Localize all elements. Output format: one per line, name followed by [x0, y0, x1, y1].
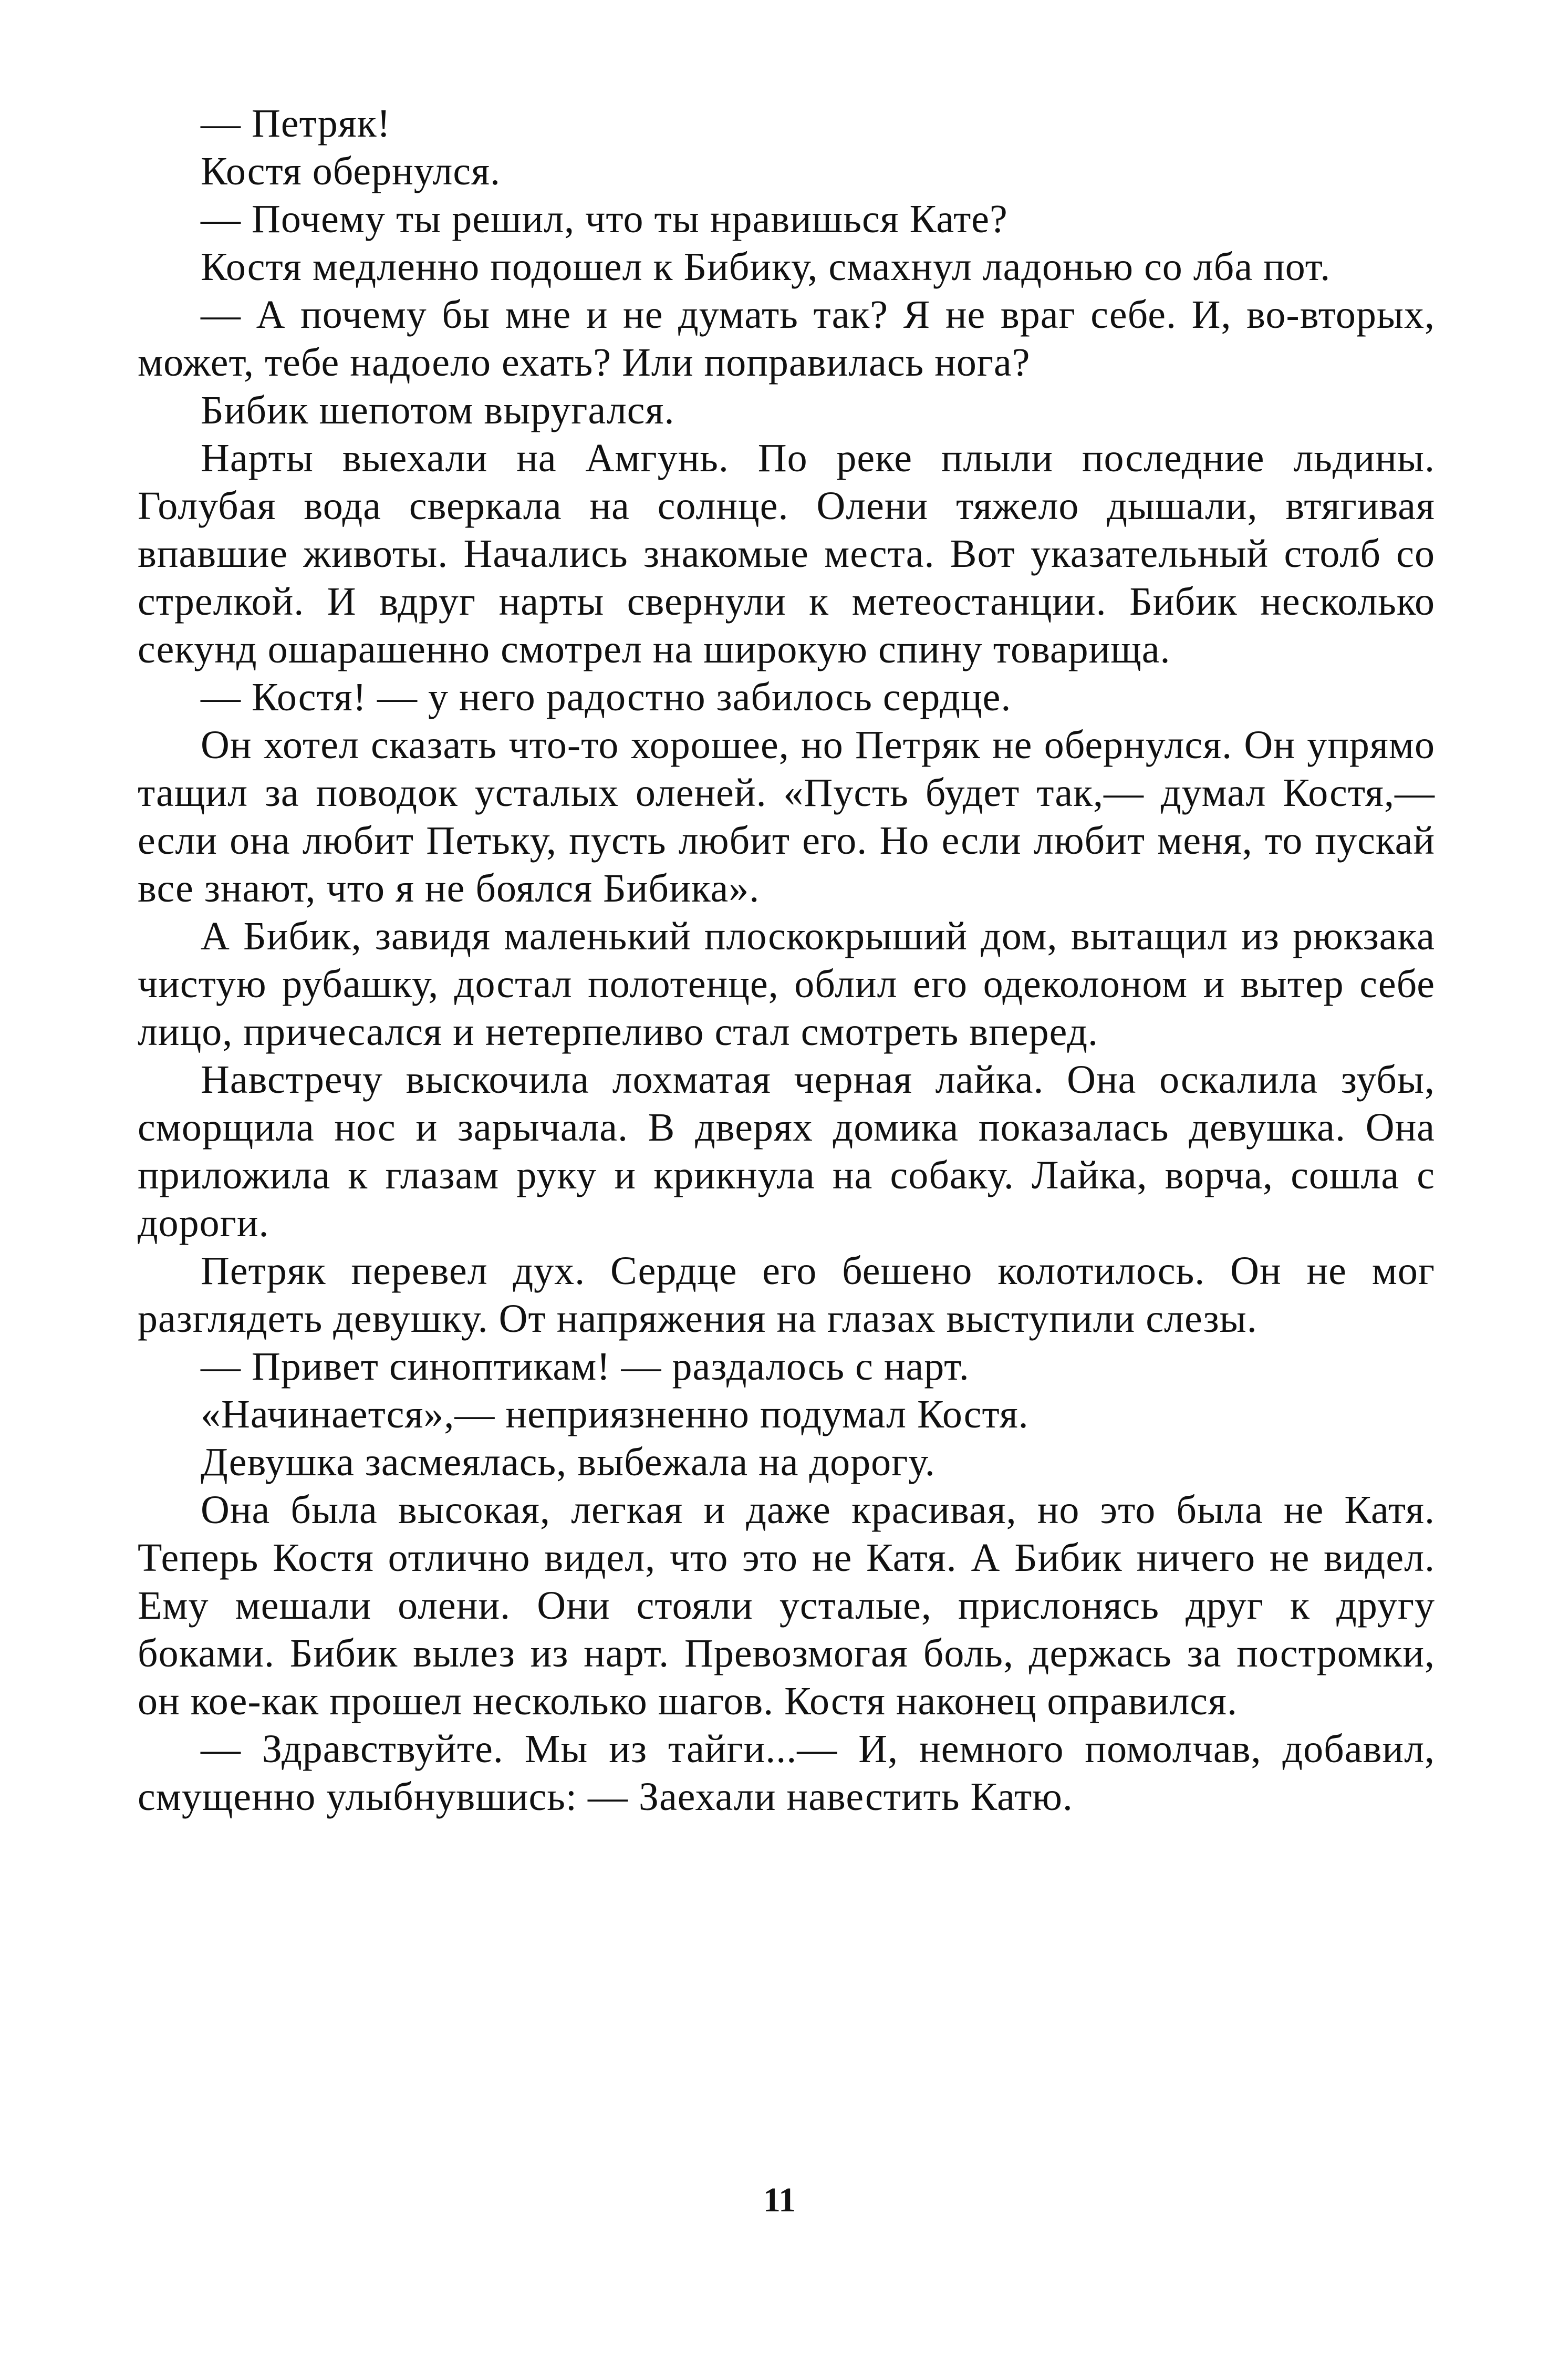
- paragraph-13: — Привет синоптикам! — раздалось с нарт.: [201, 1344, 970, 1389]
- paragraph-6: Бибик шепотом выругался.: [201, 388, 675, 432]
- paragraph-12: Петряк перевел дух. Сердце его бешено колотилось. Он не мог разглядеть девушку. От напряжения на глазах выступили слезы.: [138, 1249, 1435, 1341]
- paragraph-17: — Здравствуйте. Мы из тайги...— И, немного помолчав, добавил, смущенно улыбнувшись: — Заехали навестить Катю.: [138, 1727, 1435, 1819]
- page-body: [138, 100, 1435, 1821]
- paragraph-4: Костя медленно подошел к Бибику, смахнул ладонью со лба пот.: [201, 245, 1331, 289]
- paragraph-10: А Бибик, завидя маленький плоскокрыший дом, вытащил из рюкзака чистую рубашку, достал полотенце, облил его одеколоном и вытер себе лицо, причесался и нетерпеливо стал смотреть вперед.: [138, 914, 1435, 1054]
- paragraph-9: Он хотел сказать что-то хорошее, но Петряк не обернулся. Он упрямо тащил за поводок усталых оленей. «Пусть будет так,— думал Костя,— если она любит Петьку, пусть любит его. Но если любит меня, то пускай все знают, что я не боялся Бибика».: [138, 723, 1435, 910]
- paragraph-8: — Костя! — у него радостно забилось сердце.: [201, 675, 1012, 719]
- paragraph-5: — А почему бы мне и не думать так? Я не враг себе. И, во-вторых, может, тебе надоело ехать? Или поправилась нога?: [138, 293, 1435, 385]
- paragraph-1: — Петряк!: [201, 101, 391, 146]
- paragraph-11: Навстречу выскочила лохматая черная лайка. Она оскалила зубы, сморщила нос и зарычала. В дверях домика показалась девушка. Она приложила к глазам руку и крикнула на собаку. Лайка, ворча, сошла с дороги.: [138, 1058, 1435, 1245]
- paragraph-16: Она была высокая, легкая и даже красивая, но это была не Катя. Теперь Костя отлично видел, что это не Катя. А Бибик ничего не видел. Ему мешали олени. Они стояли усталые, прислонясь друг к другу боками. Бибик вылез из нарт. Превозмогая боль, держась за постромки, он кое-как прошел несколько шагов. Костя наконец оправился.: [138, 1488, 1435, 1723]
- paragraph-7: Нарты выехали на Амгунь. По реке плыли последние льдины. Голубая вода сверкала на солнце. Олени тяжело дышали, втягивая впавшие животы. Начались знакомые места. Вот указательный столб со стрелкой. И вдруг нарты свернули к метеостанции. Бибик несколько секунд ошарашенно смотрел на широкую спину товарища.: [138, 436, 1435, 671]
- paragraph-3: — Почему ты решил, что ты нравишься Кате?: [201, 197, 1008, 241]
- page-number: 11: [763, 2181, 796, 2219]
- paragraph-2: Костя обернулся.: [201, 149, 501, 193]
- paragraph-15: Девушка засмеялась, выбежала на дорогу.: [201, 1440, 936, 1484]
- paragraph-14: «Начинается»,— неприязненно подумал Костя.: [201, 1392, 1029, 1436]
